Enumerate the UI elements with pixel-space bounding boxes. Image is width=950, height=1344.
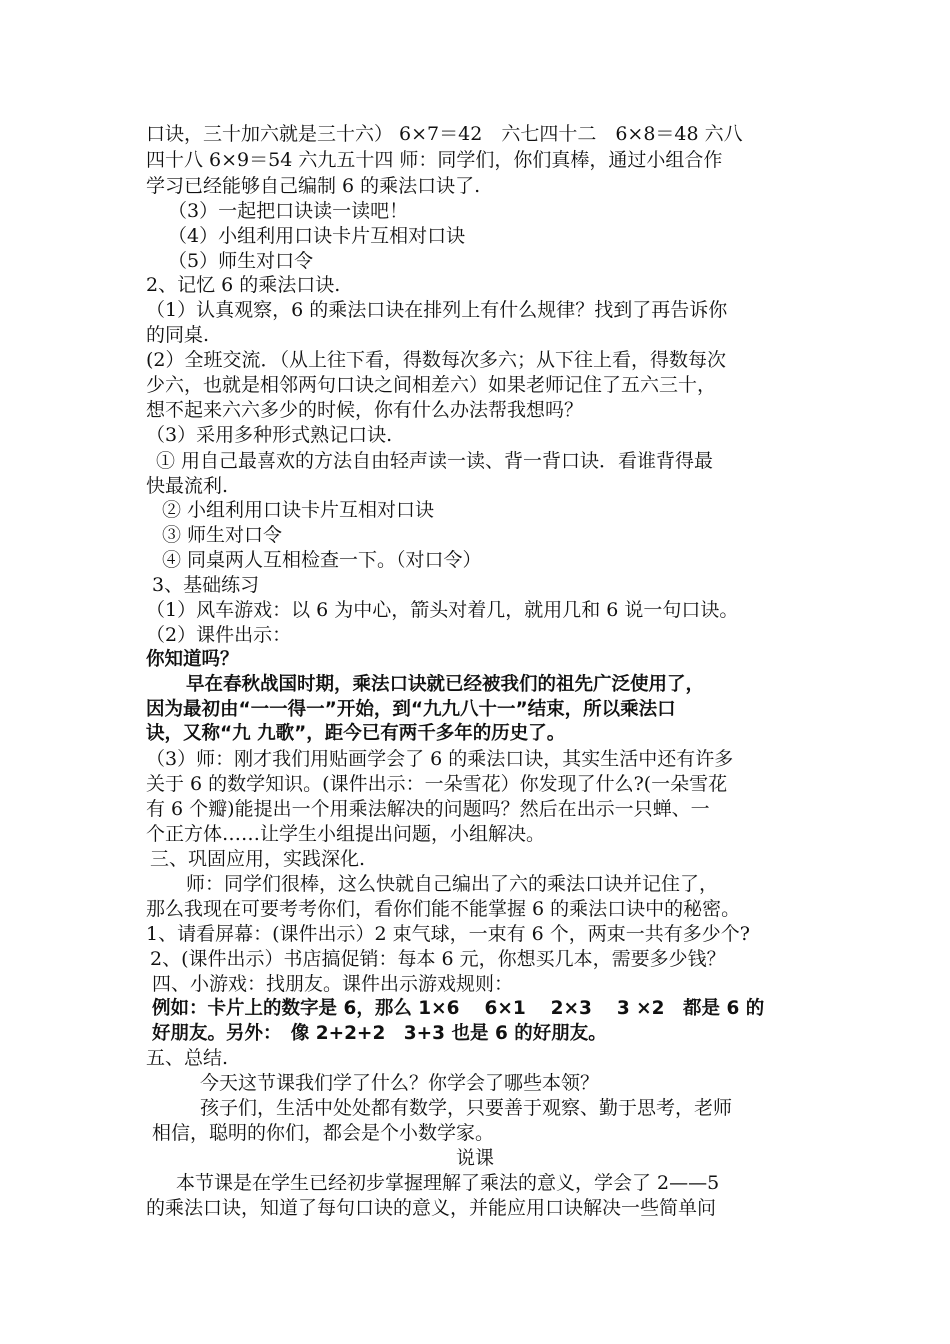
section-heading: 四、小游戏：找朋友。课件出示游戏规则： — [152, 973, 514, 995]
text-line: 孩子们，生活中处处都有数学，只要善于观察、勤于思考，老师 — [200, 1097, 733, 1119]
text-line: （3）一起把口诀读一读吧！ — [168, 200, 409, 222]
section-heading: 2、记忆 6 的乘法口诀. — [146, 274, 341, 296]
text-line: 个正方体……让学生小组提出问题，小组解决。 — [146, 823, 546, 845]
text-line: 少六，也就是相邻两句口诀之间相差六）如果老师记住了五六三十， — [146, 374, 717, 396]
text-line: (2）全班交流．（从上往下看，得数每次多六；从下往上看，得数每次 — [146, 349, 727, 371]
text-line: （2）课件出示： — [146, 624, 292, 646]
text-line: 师：同学们很棒，这么快就自己编出了六的乘法口诀并记住了， — [186, 873, 719, 895]
text-line: 今天这节课我们学了什么？你学会了哪些本领？ — [200, 1072, 600, 1094]
text-line: 相信，聪明的你们，都会是个小数学家。 — [152, 1122, 495, 1144]
callout-text: 早在春秋战国时期，乘法口诀就已经被我们的祖先广泛使用了， — [186, 674, 705, 695]
text-line: 口诀，三十加六就是三十六） 6×7＝42 六七四十二 6×8＝48 六八 — [146, 123, 743, 145]
rule-text: 例如：卡片上的数字是 6，那么 1×6 6×1 2×3 3 ×2 都是 6 的 — [152, 998, 765, 1019]
text-line: ④ 同桌两人互相检查一下。（对口令） — [162, 549, 482, 571]
text-line: （1）认真观察，6 的乘法口诀在排列上有什么规律？找到了再告诉你 — [146, 299, 728, 321]
text-line: 学习已经能够自己编制 6 的乘法口诀了. — [146, 175, 481, 197]
text-line: ① 用自己最喜欢的方法自由轻声读一读、背一背口诀．看谁背得最 — [156, 450, 714, 472]
text-line: 本节课是在学生已经初步掌握理解了乘法的意义，学会了 2——5 — [176, 1172, 720, 1194]
callout-heading: 你知道吗？ — [146, 649, 239, 670]
text-line: （5）师生对口令 — [168, 250, 314, 272]
text-line: 的乘法口诀，知道了每句口诀的意义，并能应用口诀解决一些简单问 — [146, 1197, 717, 1219]
text-line: 有 6 个瓣)能提出一个用乘法解决的问题吗？然后在出示一只蝉、一 — [146, 798, 710, 820]
text-line: 的同桌. — [146, 324, 210, 346]
text-line: 想不起来六六多少的时候，你有什么办法帮我想吗？ — [146, 399, 584, 421]
text-line: ② 小组利用口诀卡片互相对口诀 — [162, 499, 435, 521]
text-line: 四十八 6×9＝54 六九五十四 师：同学们，你们真棒，通过小组合作 — [146, 149, 723, 171]
text-line: 关于 6 的数学知识。(课件出示：一朵雪花）你发现了什么?(一朵雪花 — [146, 773, 728, 795]
section-heading: 三、巩固应用，实践深化. — [150, 848, 366, 870]
text-line: 快最流利. — [146, 475, 229, 497]
text-line: （3）师：刚才我们用贴画学会了 6 的乘法口诀，其实生活中还有许多 — [146, 748, 734, 770]
text-line: （3）采用多种形式熟记口诀. — [146, 424, 393, 446]
section-title: 说课 — [455, 1147, 494, 1169]
text-line: （4）小组利用口诀卡片互相对口诀 — [168, 225, 466, 247]
text-line: 2、(课件出示）书店搞促销：每本 6 元，你想买几本，需要多少钱？ — [150, 948, 726, 970]
callout-text: 因为最初由“一一得一”开始，到“九九八十一”结束，所以乘法口 — [146, 699, 676, 720]
callout-text: 诀，又称“九 九歌”，距今已有两千多年的历史了。 — [146, 723, 566, 744]
text-line: ③ 师生对口令 — [162, 524, 283, 546]
section-heading: 五、总结. — [146, 1047, 229, 1069]
text-line: 那么我现在可要考考你们，看你们能不能掌握 6 的乘法口诀中的秘密。 — [146, 898, 741, 920]
rule-text: 好朋友。另外： 像 2+2+2 3+3 也是 6 的好朋友。 — [152, 1023, 607, 1044]
section-heading: 3、基础练习 — [152, 574, 260, 596]
text-line: 1、请看屏幕：(课件出示）2 束气球，一束有 6 个，两束一共有多少个? — [146, 923, 750, 945]
text-line: （1）风车游戏：以 6 为中心，箭头对着几，就用几和 6 说一句口诀。 — [146, 599, 739, 621]
